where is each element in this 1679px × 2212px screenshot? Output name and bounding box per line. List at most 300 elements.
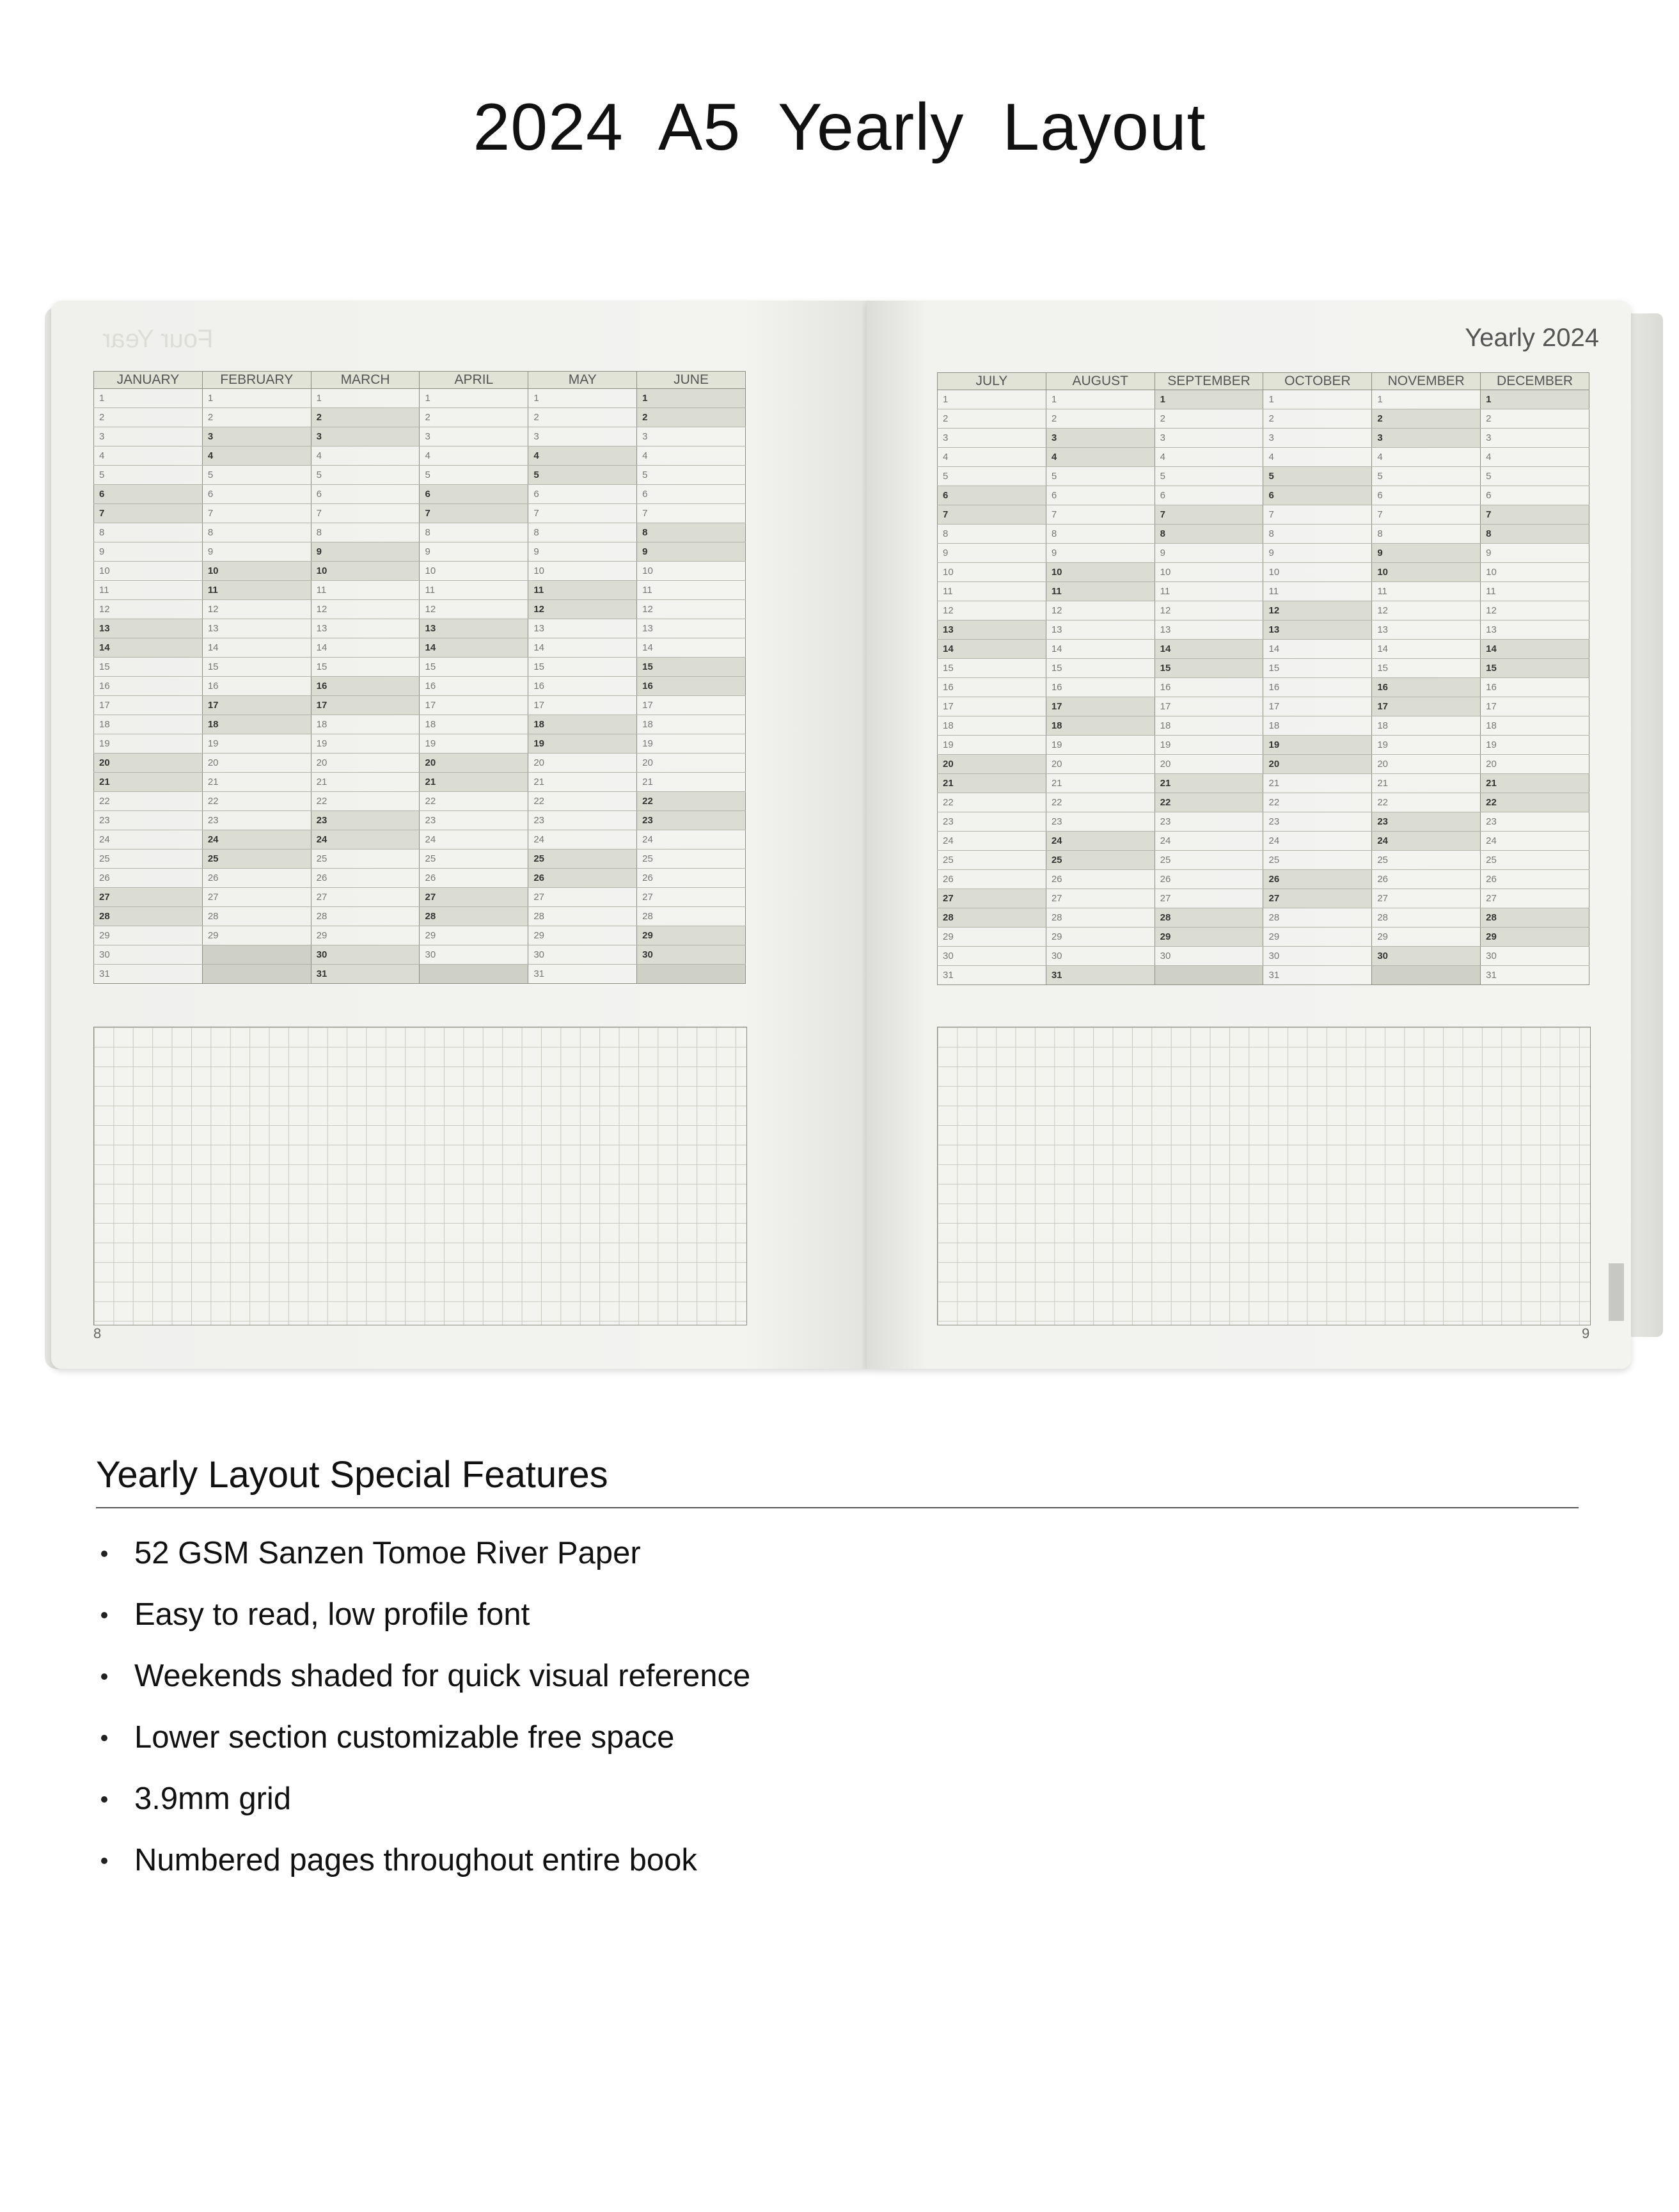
day-cell: 21 (1372, 774, 1481, 793)
day-cell: 20 (420, 754, 528, 773)
day-cell: 12 (94, 600, 203, 619)
day-cell: 15 (420, 658, 528, 677)
day-cell (420, 965, 528, 984)
day-cell: 25 (94, 849, 203, 869)
day-row (938, 716, 1589, 736)
day-row (938, 908, 1589, 928)
day-cell: 19 (94, 734, 203, 754)
day-cell: 19 (1155, 736, 1263, 755)
day-cell: 16 (637, 677, 746, 696)
month-header: MAY (528, 372, 637, 389)
day-cell: 28 (1372, 908, 1481, 928)
day-cell: 16 (528, 677, 637, 696)
month-header: DECEMBER (1481, 373, 1589, 390)
right-page (867, 301, 1631, 1369)
day-cell: 10 (94, 562, 203, 581)
day-cell: 5 (420, 466, 528, 485)
day-row (94, 562, 746, 581)
day-cell: 9 (94, 542, 203, 562)
day-cell: 6 (938, 486, 1046, 505)
month-header: AUGUST (1046, 373, 1155, 390)
day-cell: 7 (938, 505, 1046, 525)
day-cell: 2 (528, 408, 637, 427)
day-cell: 26 (528, 869, 637, 888)
day-cell: 4 (420, 446, 528, 466)
day-cell: 15 (528, 658, 637, 677)
day-cell: 27 (528, 888, 637, 907)
day-cell: 29 (1046, 928, 1155, 947)
day-cell: 8 (528, 523, 637, 542)
day-cell: 1 (1155, 390, 1263, 409)
day-cell: 12 (420, 600, 528, 619)
day-cell: 7 (1372, 505, 1481, 525)
day-cell: 12 (1263, 601, 1372, 620)
day-cell: 30 (938, 947, 1046, 966)
day-cell: 1 (94, 389, 203, 408)
day-cell: 11 (202, 581, 311, 600)
day-cell: 27 (94, 888, 203, 907)
day-cell: 4 (1155, 448, 1263, 467)
day-row (938, 678, 1589, 697)
day-cell: 18 (1155, 716, 1263, 736)
day-cell: 30 (1155, 947, 1263, 966)
day-cell: 22 (420, 792, 528, 811)
day-cell: 26 (1263, 870, 1372, 889)
day-cell: 3 (528, 427, 637, 446)
day-cell: 27 (311, 888, 420, 907)
day-cell: 22 (637, 792, 746, 811)
day-cell: 5 (202, 466, 311, 485)
day-cell: 6 (94, 485, 203, 504)
free-space-grid-left (93, 1027, 747, 1325)
day-cell: 11 (94, 581, 203, 600)
day-cell: 21 (311, 773, 420, 792)
day-cell: 5 (1046, 467, 1155, 486)
month-header: JANUARY (94, 372, 203, 389)
day-cell: 9 (1155, 544, 1263, 563)
feature-item: Weekends shaded for quick visual reference (96, 1645, 750, 1707)
day-cell: 21 (420, 773, 528, 792)
day-cell: 30 (94, 945, 203, 965)
day-row (94, 869, 746, 888)
day-cell: 8 (938, 525, 1046, 544)
month-header: APRIL (420, 372, 528, 389)
day-cell: 24 (1046, 832, 1155, 851)
day-cell: 22 (311, 792, 420, 811)
day-cell: 1 (1372, 390, 1481, 409)
feature-item: Lower section customizable free space (96, 1707, 750, 1768)
day-cell: 4 (202, 446, 311, 466)
day-cell: 3 (1046, 429, 1155, 448)
day-cell (202, 945, 311, 965)
day-row (938, 793, 1589, 812)
month-header: MARCH (311, 372, 420, 389)
day-cell: 24 (202, 830, 311, 849)
day-cell: 5 (938, 467, 1046, 486)
day-cell: 29 (1481, 928, 1589, 947)
day-cell: 22 (1481, 793, 1589, 812)
day-cell: 11 (1046, 582, 1155, 601)
day-cell: 25 (1263, 851, 1372, 870)
day-row (938, 889, 1589, 908)
day-row (938, 525, 1589, 544)
day-cell: 12 (528, 600, 637, 619)
day-cell: 4 (94, 446, 203, 466)
day-cell: 1 (637, 389, 746, 408)
day-cell: 22 (94, 792, 203, 811)
day-cell: 12 (637, 600, 746, 619)
day-cell: 2 (94, 408, 203, 427)
day-cell: 18 (1481, 716, 1589, 736)
day-cell: 13 (311, 619, 420, 638)
feature-item: Numbered pages throughout entire book (96, 1829, 750, 1891)
day-cell: 6 (1046, 486, 1155, 505)
day-cell: 13 (1263, 620, 1372, 640)
day-cell: 16 (311, 677, 420, 696)
day-row (94, 619, 746, 638)
bookmark-tab (1609, 1263, 1624, 1321)
day-row (938, 486, 1589, 505)
day-cell: 3 (1481, 429, 1589, 448)
day-row (94, 677, 746, 696)
day-cell: 1 (420, 389, 528, 408)
day-cell: 2 (1155, 409, 1263, 429)
day-cell: 14 (311, 638, 420, 658)
day-cell: 8 (1046, 525, 1155, 544)
day-cell: 26 (938, 870, 1046, 889)
day-row (938, 544, 1589, 563)
day-cell: 27 (1263, 889, 1372, 908)
day-row (94, 696, 746, 715)
day-cell: 20 (1155, 755, 1263, 774)
day-cell: 2 (420, 408, 528, 427)
day-cell: 16 (1046, 678, 1155, 697)
month-header: SEPTEMBER (1155, 373, 1263, 390)
day-cell: 24 (1263, 832, 1372, 851)
day-cell: 18 (1263, 716, 1372, 736)
day-cell: 27 (420, 888, 528, 907)
day-cell: 19 (1481, 736, 1589, 755)
day-cell: 26 (1481, 870, 1589, 889)
day-cell: 14 (420, 638, 528, 658)
day-cell: 5 (637, 466, 746, 485)
day-row (94, 523, 746, 542)
day-cell: 19 (1046, 736, 1155, 755)
day-cell: 17 (1155, 697, 1263, 716)
day-cell: 11 (1155, 582, 1263, 601)
day-cell: 27 (1372, 889, 1481, 908)
day-cell: 14 (528, 638, 637, 658)
day-cell: 21 (528, 773, 637, 792)
day-cell: 19 (637, 734, 746, 754)
day-cell: 8 (1263, 525, 1372, 544)
day-cell: 14 (637, 638, 746, 658)
day-cell: 2 (202, 408, 311, 427)
month-header: JULY (938, 373, 1046, 390)
day-cell: 29 (1263, 928, 1372, 947)
day-cell: 20 (1481, 755, 1589, 774)
day-cell: 1 (202, 389, 311, 408)
day-cell: 18 (94, 715, 203, 734)
day-cell: 24 (94, 830, 203, 849)
day-cell: 24 (311, 830, 420, 849)
day-cell: 19 (938, 736, 1046, 755)
day-cell: 25 (938, 851, 1046, 870)
day-cell: 14 (94, 638, 203, 658)
day-cell: 24 (1481, 832, 1589, 851)
day-row (938, 697, 1589, 716)
day-row (94, 581, 746, 600)
day-cell: 24 (1155, 832, 1263, 851)
day-cell: 7 (311, 504, 420, 523)
day-cell: 30 (1046, 947, 1155, 966)
day-cell: 6 (637, 485, 746, 504)
day-cell: 8 (1155, 525, 1263, 544)
day-cell: 3 (202, 427, 311, 446)
day-cell: 7 (637, 504, 746, 523)
day-cell: 10 (1155, 563, 1263, 582)
day-cell: 12 (1155, 601, 1263, 620)
day-cell: 31 (1263, 966, 1372, 985)
day-cell: 9 (637, 542, 746, 562)
day-row (94, 926, 746, 945)
day-cell: 10 (637, 562, 746, 581)
day-cell: 13 (94, 619, 203, 638)
day-cell: 11 (1263, 582, 1372, 601)
day-cell: 14 (1155, 640, 1263, 659)
day-row (94, 485, 746, 504)
day-cell: 18 (1372, 716, 1481, 736)
day-cell: 6 (528, 485, 637, 504)
day-cell: 9 (202, 542, 311, 562)
day-cell: 28 (1155, 908, 1263, 928)
day-row (94, 446, 746, 466)
left-page (51, 301, 867, 1369)
day-cell: 30 (420, 945, 528, 965)
day-cell: 10 (420, 562, 528, 581)
day-row (94, 600, 746, 619)
page-number-right: 9 (1582, 1325, 1590, 1341)
day-cell: 3 (94, 427, 203, 446)
day-cell: 28 (637, 907, 746, 926)
day-cell (637, 965, 746, 984)
day-cell: 11 (1481, 582, 1589, 601)
day-cell: 5 (1372, 467, 1481, 486)
day-cell: 11 (528, 581, 637, 600)
day-cell: 13 (1372, 620, 1481, 640)
day-cell: 30 (311, 945, 420, 965)
day-cell: 5 (311, 466, 420, 485)
day-cell: 20 (1372, 755, 1481, 774)
day-cell: 6 (1481, 486, 1589, 505)
day-cell: 14 (202, 638, 311, 658)
day-row (94, 830, 746, 849)
month-header: OCTOBER (1263, 373, 1372, 390)
day-cell: 13 (420, 619, 528, 638)
day-cell: 14 (938, 640, 1046, 659)
day-cell: 21 (1155, 774, 1263, 793)
day-cell: 8 (637, 523, 746, 542)
day-cell: 28 (938, 908, 1046, 928)
day-cell: 30 (1372, 947, 1481, 966)
day-row (938, 851, 1589, 870)
day-cell: 6 (1155, 486, 1263, 505)
day-cell: 26 (637, 869, 746, 888)
page-number-left: 8 (93, 1325, 102, 1341)
day-cell: 23 (420, 811, 528, 830)
day-cell: 12 (202, 600, 311, 619)
day-cell: 16 (420, 677, 528, 696)
day-cell: 7 (94, 504, 203, 523)
day-cell: 18 (528, 715, 637, 734)
day-cell: 18 (1046, 716, 1155, 736)
day-cell: 20 (1263, 755, 1372, 774)
day-row (94, 715, 746, 734)
day-cell: 4 (528, 446, 637, 466)
day-cell: 5 (528, 466, 637, 485)
day-cell: 10 (528, 562, 637, 581)
day-cell: 9 (420, 542, 528, 562)
day-cell: 11 (1372, 582, 1481, 601)
day-row (94, 734, 746, 754)
day-row (938, 640, 1589, 659)
month-header: NOVEMBER (1372, 373, 1481, 390)
day-row (938, 448, 1589, 467)
day-cell: 29 (528, 926, 637, 945)
day-cell: 8 (202, 523, 311, 542)
day-cell: 7 (202, 504, 311, 523)
day-row (94, 773, 746, 792)
day-cell: 10 (1046, 563, 1155, 582)
day-cell: 28 (94, 907, 203, 926)
day-cell: 23 (938, 812, 1046, 832)
day-row (94, 965, 746, 984)
day-cell: 27 (1155, 889, 1263, 908)
day-cell: 23 (1155, 812, 1263, 832)
day-cell: 10 (311, 562, 420, 581)
day-cell: 8 (1481, 525, 1589, 544)
day-cell: 28 (1481, 908, 1589, 928)
day-row (938, 601, 1589, 620)
day-cell: 25 (1046, 851, 1155, 870)
day-cell: 7 (1155, 505, 1263, 525)
day-row (938, 563, 1589, 582)
day-cell: 17 (420, 696, 528, 715)
day-cell: 26 (1155, 870, 1263, 889)
day-row (938, 620, 1589, 640)
day-row (938, 505, 1589, 525)
day-cell: 1 (1481, 390, 1589, 409)
day-cell: 1 (528, 389, 637, 408)
day-cell: 21 (938, 774, 1046, 793)
day-cell: 15 (938, 659, 1046, 678)
day-cell: 21 (1263, 774, 1372, 793)
day-cell: 25 (1372, 851, 1481, 870)
day-cell: 10 (938, 563, 1046, 582)
day-cell: 29 (94, 926, 203, 945)
day-cell: 12 (1046, 601, 1155, 620)
day-cell: 22 (528, 792, 637, 811)
day-cell: 20 (311, 754, 420, 773)
day-cell: 31 (94, 965, 203, 984)
day-cell: 3 (1155, 429, 1263, 448)
day-cell: 7 (528, 504, 637, 523)
day-row (938, 947, 1589, 966)
day-row (94, 466, 746, 485)
day-cell: 2 (1481, 409, 1589, 429)
day-row (94, 427, 746, 446)
day-row (94, 849, 746, 869)
day-cell: 17 (94, 696, 203, 715)
day-cell: 19 (311, 734, 420, 754)
day-cell: 14 (1263, 640, 1372, 659)
day-cell: 28 (528, 907, 637, 926)
day-cell: 18 (637, 715, 746, 734)
day-cell: 23 (202, 811, 311, 830)
day-cell: 30 (637, 945, 746, 965)
day-cell: 27 (202, 888, 311, 907)
day-cell: 26 (420, 869, 528, 888)
day-cell: 13 (1046, 620, 1155, 640)
day-row (938, 409, 1589, 429)
feature-item: 52 GSM Sanzen Tomoe River Paper (96, 1522, 750, 1584)
day-cell: 20 (938, 755, 1046, 774)
day-cell: 16 (94, 677, 203, 696)
day-cell: 30 (528, 945, 637, 965)
day-cell: 6 (420, 485, 528, 504)
day-cell: 27 (938, 889, 1046, 908)
day-cell: 11 (938, 582, 1046, 601)
day-cell: 15 (1046, 659, 1155, 678)
day-cell: 9 (1263, 544, 1372, 563)
day-cell: 25 (202, 849, 311, 869)
day-row (94, 408, 746, 427)
day-cell: 5 (1263, 467, 1372, 486)
day-cell: 10 (1263, 563, 1372, 582)
day-cell: 13 (1481, 620, 1589, 640)
day-cell: 2 (1263, 409, 1372, 429)
day-row (94, 638, 746, 658)
day-cell: 29 (311, 926, 420, 945)
day-cell: 16 (1481, 678, 1589, 697)
month-header: JUNE (637, 372, 746, 389)
day-cell: 18 (420, 715, 528, 734)
day-cell: 26 (94, 869, 203, 888)
day-cell: 4 (938, 448, 1046, 467)
day-cell: 8 (1372, 525, 1481, 544)
page-header-right: Yearly 2024 (1465, 324, 1599, 352)
day-cell: 4 (311, 446, 420, 466)
day-cell: 4 (1046, 448, 1155, 467)
day-cell: 15 (1481, 659, 1589, 678)
day-row (94, 945, 746, 965)
day-cell: 20 (94, 754, 203, 773)
day-row (938, 390, 1589, 409)
day-cell: 5 (1481, 467, 1589, 486)
day-cell: 23 (1481, 812, 1589, 832)
day-cell: 14 (1046, 640, 1155, 659)
day-cell: 12 (938, 601, 1046, 620)
day-row (94, 811, 746, 830)
day-cell: 10 (202, 562, 311, 581)
day-cell: 31 (528, 965, 637, 984)
day-cell: 9 (1481, 544, 1589, 563)
day-cell: 4 (637, 446, 746, 466)
month-header: FEBRUARY (202, 372, 311, 389)
day-cell: 31 (1481, 966, 1589, 985)
day-cell: 29 (938, 928, 1046, 947)
day-cell: 23 (1372, 812, 1481, 832)
